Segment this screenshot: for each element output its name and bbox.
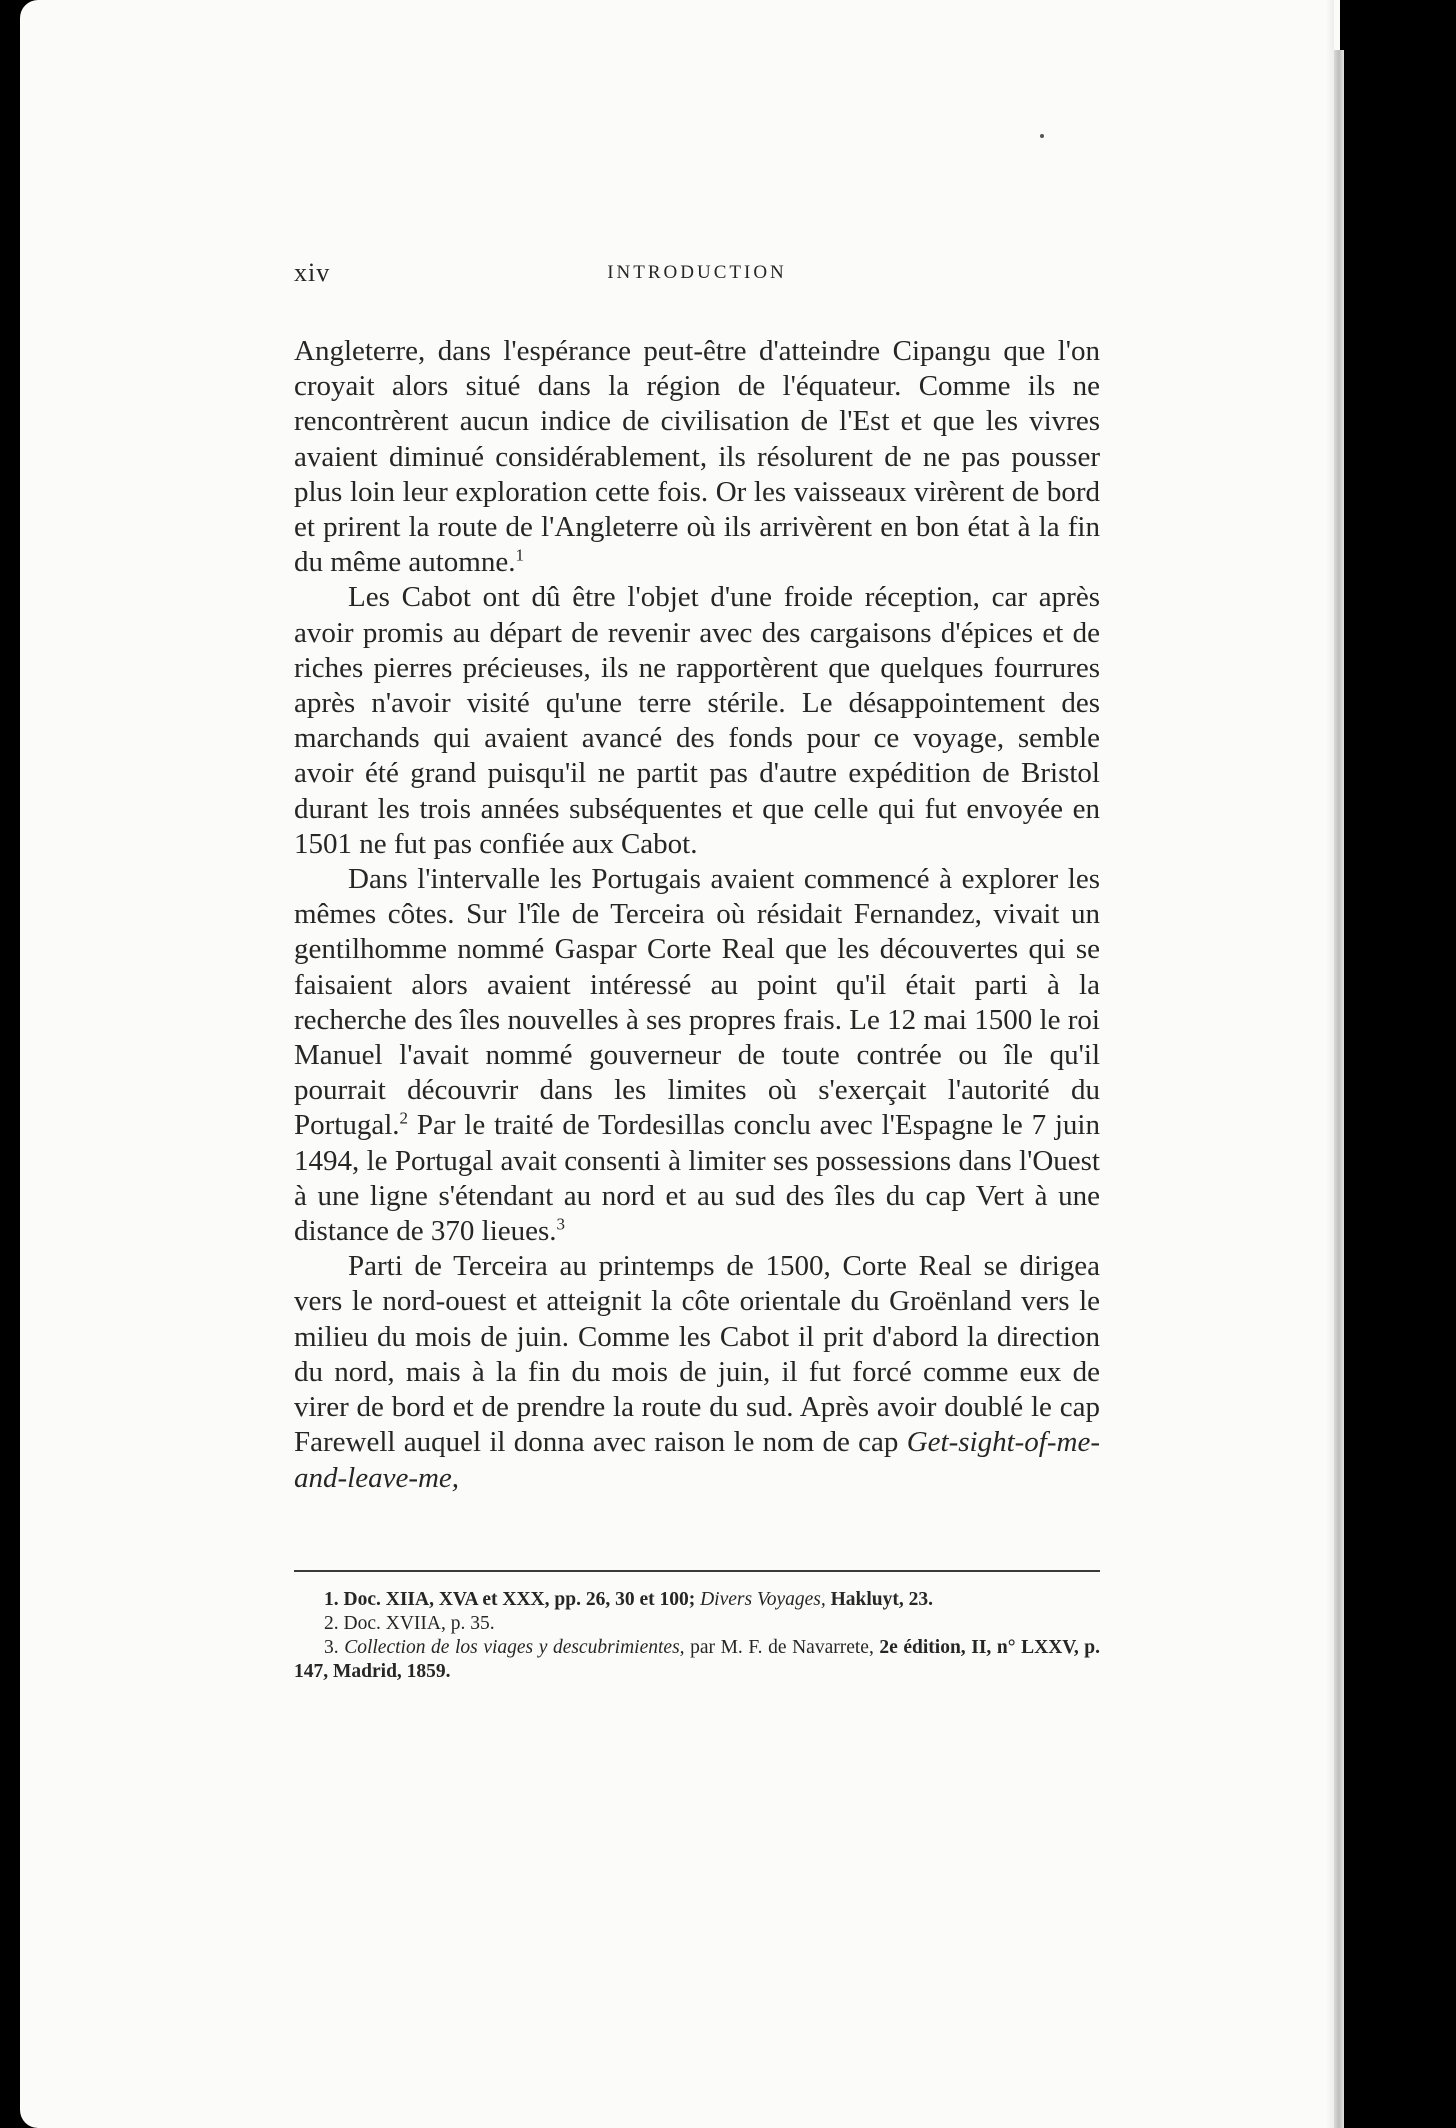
footnote-1-text-b: Hakluyt, 23.	[825, 1589, 934, 1610]
footnote-3-text-b: par M. F. de Navarrete,	[684, 1637, 880, 1658]
footnote-2	[294, 1612, 1100, 1636]
footnote-ref-3: 3	[556, 1214, 566, 1234]
footnote-1-text-a: 1. Doc. XIIA, XVA et XXX, pp. 26, 30 et 100;	[324, 1589, 701, 1610]
paragraph-1-text: Angleterre, dans l'espérance peut-être d'atteindre Cipangu que l'on croyait alors situé dans la région de l'équateur. Comme ils ne rencontrèrent aucun indice de civilisation de l'Est et que les vivres avaient diminué considérablement, ils résolurent de ne pas pousser plus loin leur exploration cette fois. Or les vaisseaux virèrent de bord et prirent la route de l'Angleterre où ils arrivèrent en bon état à la fin du même automne.	[294, 335, 1100, 579]
paragraph-2-text: Les Cabot ont dû être l'objet d'une froide réception, car après avoir promis au départ de revenir avec des cargaisons d'épices et de riches pierres précieuses, ils ne rapportèrent que quelques fourrures après n'avoir visité qu'une terre stérile. Le désappointement des marchands qui avaient avancé des fonds pour ce voyage, semble avoir été grand puisqu'il ne partit pas d'autre expédition de Bristol durant les trois années subséquentes et que celle qui fut envoyée en 1501 ne fut pas confiée aux Cabot.	[294, 581, 1100, 860]
paragraph-3-text-b: Par le traité de Tordesillas conclu avec l'Espagne le 7 juin 1494, le Portugal avait consenti à limiter ses possessions dans l'Ouest à une ligne s'étendant au nord et au sud des îles du cap Vert à une distance de 370 lieues.	[294, 1109, 1100, 1248]
footnote-rule	[294, 1570, 1100, 1572]
page-header	[294, 258, 1100, 294]
footnote-3	[294, 1636, 1100, 1684]
footnote-2-text: 2. Doc. XVIIA, p. 35.	[324, 1613, 495, 1634]
footnote-1	[294, 1588, 1100, 1612]
paragraph-3-text-a: Dans l'intervalle les Portugais avaient commencé à explorer les mêmes côtes. Sur l'île de Terceira où résidait Fernandez, vivait un gentilhomme nommé Gaspar Corte Real que les découvertes qui se faisaient alors avaient intéressé au point qu'il était parti à la recherche des îles nouvelles à ses propres frais. Le 12 mai 1500 le roi Manuel l'avait nommé gouverneur de toute contrée ou île qu'il pourrait découvrir dans les limites où s'exerçait l'autorité du Portugal.	[294, 863, 1100, 1142]
paragraph-3	[294, 862, 1100, 1249]
page-edge-strip	[1334, 50, 1344, 2128]
page-number: xiv	[294, 258, 331, 287]
running-title: INTRODUCTION	[607, 262, 787, 283]
paragraph-1	[294, 334, 1100, 580]
paragraph-4-italic: Get-sight-of-me-and-leave-me,	[294, 1426, 1100, 1494]
paragraph-4-text: Parti de Terceira au printemps de 1500, Corte Real se dirigea vers le nord-ouest et atteignit la côte orientale du Groënland vers le milieu du mois de juin. Comme les Cabot il prit d'abord la direction du nord, mais à la fin du mois de juin, il fut forcé comme eux de virer de bord et de prendre la route du sud. Après avoir doublé le cap Farewell auquel il donna avec raison le nom de cap	[294, 1250, 1100, 1459]
footnote-3-italic: Collection de los viages y descubrimientes,	[344, 1637, 685, 1658]
footnote-3-text-a: 3.	[324, 1637, 345, 1658]
main-text	[294, 334, 1100, 1496]
footnote-ref-1: 1	[515, 545, 524, 565]
footnotes	[294, 1588, 1100, 1684]
paragraph-2	[294, 580, 1100, 862]
paper-speck	[1040, 134, 1044, 138]
footnote-1-italic: Divers Voyages,	[700, 1589, 826, 1610]
footnote-3-text-c: 2e édition, II, n° LXXV, p. 147, Madrid, 1859.	[294, 1637, 1101, 1682]
paragraph-4	[294, 1249, 1100, 1495]
footnote-ref-2: 2	[399, 1108, 409, 1128]
page-edge-shadow	[1326, 0, 1334, 2128]
